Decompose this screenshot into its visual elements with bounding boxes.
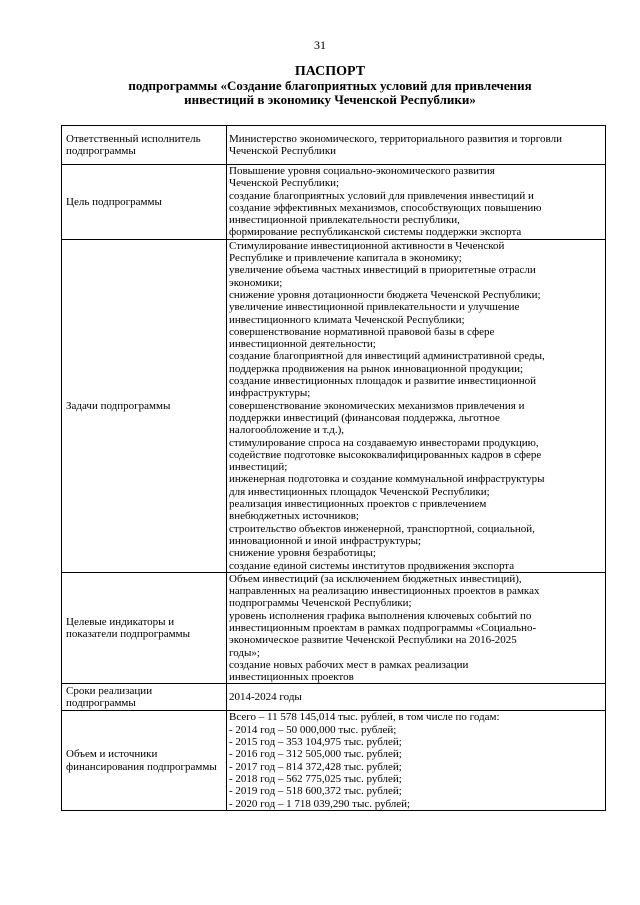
value-line: экономическое развитие Чеченской Республики на 2016-2025 <box>229 634 517 647</box>
document-heading <box>60 65 600 107</box>
table-row-tasks <box>62 239 606 572</box>
value-line: экономики; <box>229 276 283 289</box>
row-label: Ответственный исполнитель подпрограммы <box>62 126 227 165</box>
value-line: совершенствование экономических механизмов привлечения и <box>229 399 525 412</box>
value-line: Чеченской Республики; <box>229 177 340 190</box>
heading-line-1: подпрограммы «Создание благоприятных условий для привлечения <box>128 78 532 93</box>
value-line: создание единой системы институтов продвижения экспорта <box>229 559 515 572</box>
value-line: снижение уровня безработицы; <box>229 547 376 560</box>
value-line: создание благоприятных условий для привлечения инвестиций и <box>229 189 534 202</box>
row-value <box>227 165 606 240</box>
value-line: Министерство экономического, территориального развития и торговли Чеченской Республики <box>229 132 562 157</box>
table-row-indicators <box>62 572 606 684</box>
value-line: - 2016 год – 312 505,000 тыс. рублей; <box>229 748 402 761</box>
heading-line-2: инвестиций в экономику Чеченской Республики» <box>184 92 476 107</box>
value-line: реализация инвестиционных проектов с привлечением <box>229 498 487 511</box>
value-line: содействие подготовке высококвалифицированных кадров в сфере <box>229 448 542 461</box>
value-line: инвестиционных проектов <box>229 671 354 684</box>
value-line: формирование республиканской системы поддержки экспорта <box>229 226 522 239</box>
value-line: стимулирование спроса на создаваемую инвесторами продукцию, <box>229 436 539 449</box>
table-row-responsible <box>62 126 606 165</box>
value-line: подпрограммы Чеченской Республики; <box>229 597 412 610</box>
row-value <box>227 239 606 572</box>
row-label: Объем и источники финансирования подпрограммы <box>62 711 227 810</box>
row-value <box>227 684 606 711</box>
value-line: создание новых рабочих мест в рамках реализации <box>229 658 469 671</box>
value-line: Объем инвестиций (за исключением бюджетных инвестиций), <box>229 572 522 585</box>
row-value <box>227 126 606 165</box>
heading-title: ПАСПОРТ <box>294 64 366 79</box>
value-line: инвестиционной привлекательности республики, <box>229 214 460 227</box>
table-row-timeline <box>62 684 606 711</box>
value-line: Повышение уровня социально-экономического развития <box>229 165 495 177</box>
value-line: Стимулирование инвестиционной активности в Чеченской <box>229 239 505 252</box>
value-line: снижение уровня дотационности бюджета Чеченской Республики; <box>229 288 541 301</box>
value-line: Всего – 11 578 145,014 тыс. рублей, в том числе по годам: <box>229 711 500 724</box>
value-line: годы»; <box>229 646 260 659</box>
row-label: Задачи подпрограммы <box>62 239 227 572</box>
value-line: - 2014 год – 50 000,000 тыс. рублей; <box>229 723 397 736</box>
value-line: - 2015 год – 353 104,975 тыс. рублей; <box>229 736 402 749</box>
value-line: направленных на реализацию инвестиционных проектов в рамках <box>229 585 540 598</box>
value-line: создание благоприятной для инвестиций административной среды, <box>229 350 545 363</box>
table-row-funding <box>62 711 606 810</box>
value-line: инвестиционным проектам в рамках подпрограммы «Социально- <box>229 621 537 634</box>
value-line: - 2018 год – 562 775,025 тыс. рублей; <box>229 772 402 785</box>
value-line: - 2019 год – 518 600,372 тыс. рублей; <box>229 785 402 798</box>
value-line: 2014-2024 годы <box>229 691 302 704</box>
value-line: - 2017 год – 814 372,428 тыс. рублей; <box>229 760 402 773</box>
value-line: инвестиций; <box>229 461 288 474</box>
value-line: для инвестиционных площадок Чеченской Республики; <box>229 485 490 498</box>
value-line: поддержка продвижения на рынок инновационной продукции; <box>229 362 524 375</box>
value-line: инвестиционного климата Чеченской Республики; <box>229 313 465 326</box>
value-line: создание эффективных механизмов, способствующих повышению <box>229 201 542 214</box>
passport-table <box>61 125 606 811</box>
value-line: создание инвестиционных площадок и развитие инвестиционной <box>229 375 536 388</box>
row-label: Сроки реализации подпрограммы <box>62 684 227 711</box>
value-line: увеличение объема частных инвестиций в приоритетные отрасли <box>229 264 536 277</box>
row-value <box>227 711 606 810</box>
row-label: Целевые индикаторы и показатели подпрограммы <box>62 572 227 684</box>
value-line: уровень исполнения графика выполнения ключевых событий по <box>229 609 532 622</box>
value-line: поддержки инвестиций (финансовая поддержка, льготное <box>229 411 500 424</box>
value-line: увеличение инвестиционной привлекательности и улучшение <box>229 301 520 314</box>
row-label: Цель подпрограммы <box>62 165 227 240</box>
value-line: инвестиционной деятельности; <box>229 338 376 351</box>
value-line: - 2020 год – 1 718 039,290 тыс. рублей; <box>229 797 411 810</box>
value-line: строительство объектов инженерной, транспортной, социальной, <box>229 522 535 535</box>
row-value <box>227 572 606 684</box>
value-line: совершенствование нормативной правовой базы в сфере <box>229 325 495 338</box>
page-number: 31 <box>314 38 326 52</box>
value-line: Республике и привлечение капитала в экономику; <box>229 252 462 265</box>
value-line: инновационной и иной инфраструктуры; <box>229 534 422 547</box>
value-line: инженерная подготовка и создание коммунальной инфраструктуры <box>229 473 545 486</box>
value-line: инфраструктуры; <box>229 387 311 400</box>
value-line: внебюджетных источников; <box>229 510 359 523</box>
table-row-goal <box>62 165 606 240</box>
value-line: налогообложение и т.д.), <box>229 424 345 437</box>
